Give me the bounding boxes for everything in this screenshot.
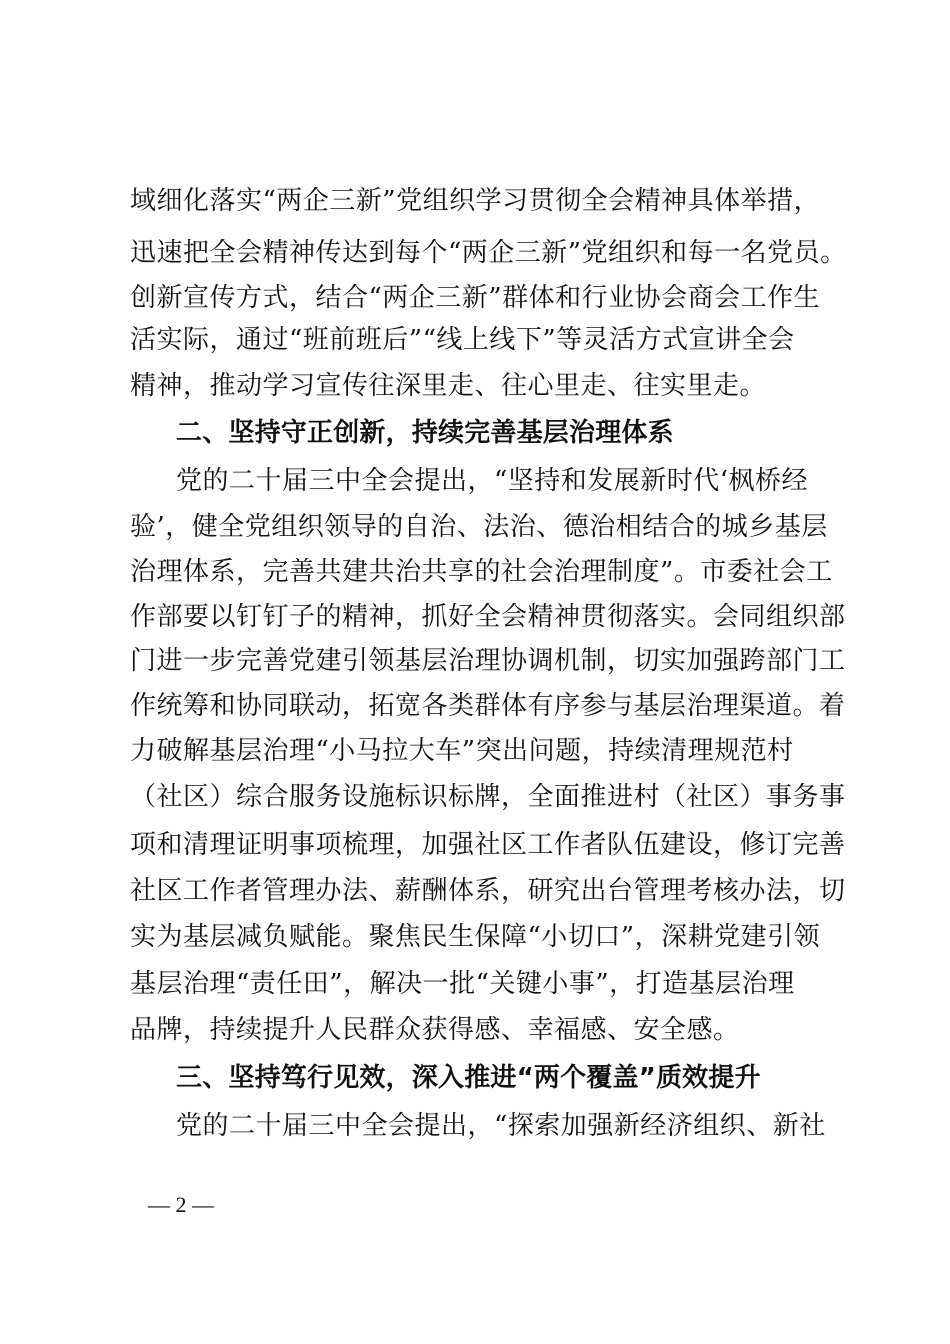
paragraph-start: 党的二十届三中全会提出，“探索加强新经济组织、新社: [176, 1111, 826, 1141]
text-line: 基层治理“责任田”，解决一批“关键小事”，打造基层治理: [130, 969, 795, 999]
page-number: — 2 —: [148, 1192, 214, 1217]
text-line: 实为基层减负赋能。聚焦民生保障“小切口”，深耕党建引领: [130, 922, 821, 952]
text-line: 力破解基层治理“小马拉大车”突出问题，持续清理规范村: [130, 736, 794, 766]
text-line: 创新宣传方式，结合“两企三新”群体和行业协会商会工作生: [130, 283, 821, 313]
text-line: 作部要以钉钉子的精神，抓好全会精神贯彻落实。会同组织部: [130, 602, 846, 632]
text-line: 迅速把全会精神传达到每个“两企三新”党组织和每一名党员。: [130, 238, 847, 268]
text-line: 作统筹和协同联动，拓宽各类群体有序参与基层治理渠道。着: [130, 691, 846, 721]
section-heading-2: 二、坚持守正创新，持续完善基层治理体系: [176, 418, 674, 448]
text-line: （社区）综合服务设施标识标牌，全面推进村（社区）事务事: [130, 782, 846, 812]
paragraph-start: 党的二十届三中全会提出，“坚持和发展新时代‘枫桥经: [176, 466, 809, 496]
text-line: 治理体系，完善共建共治共享的社会治理制度”。市委社会工: [130, 557, 833, 587]
text-line: 域细化落实“两企三新”党组织学习贯彻全会精神具体举措，: [130, 186, 821, 216]
text-line: 精神，推动学习宣传往深里走、往心里走、往实里走。: [130, 371, 767, 401]
section-heading-3: 三、坚持笃行见效，深入推进“两个覆盖”质效提升: [176, 1063, 761, 1093]
text-line: 门进一步完善党建引领基层治理协调机制，切实加强跨部门工: [130, 646, 846, 676]
text-line: 验’，健全党组织领导的自治、法治、德治相结合的城乡基层: [130, 512, 828, 542]
text-line: 社区工作者管理办法、薪酬体系，研究出台管理考核办法，切: [130, 876, 846, 906]
text-line: 项和清理证明事项梳理，加强社区工作者队伍建设，修订完善: [130, 830, 846, 860]
text-line: 活实际，通过“班前班后”“线上线下”等灵活方式宣讲全会: [130, 325, 795, 355]
text-line: 品牌，持续提升人民群众获得感、幸福感、安全感。: [130, 1015, 740, 1045]
